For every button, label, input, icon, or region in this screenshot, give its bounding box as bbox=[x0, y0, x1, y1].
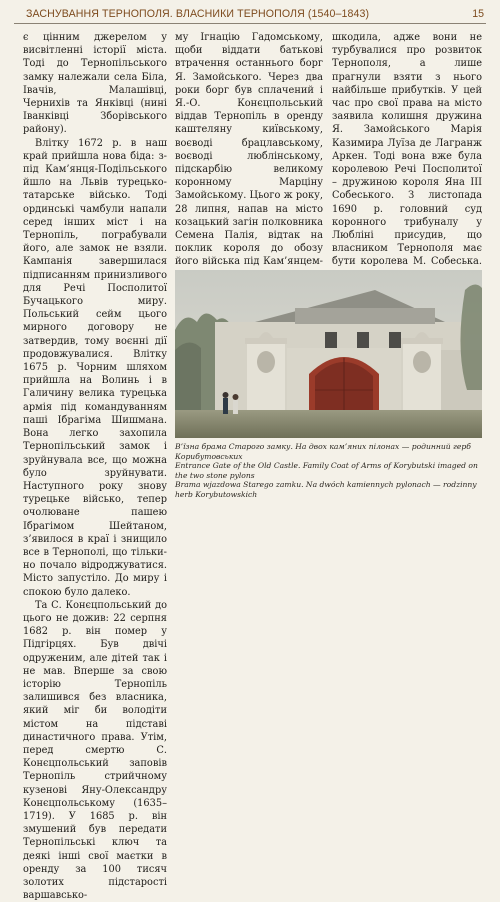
text-column-1 bbox=[23, 31, 167, 902]
paragraph: шкодила, адже вони не турбувалися про розвиток Тернополя, а лише прагнули взяти з нього найбільше прибутків. У цей час про свої права на місто заявила колишня дружина Я. Замойського Марія Казимира Луїза де Лагранж Аркен. Тоді вона вже була королевою Речі Посполитої – дружиною короля Яна III Собеського. З листопада 1690 р. головний суд коронного трибуналу у Любліні присудив, що власником Тернополя має бути королева М. Собеська. bbox=[332, 32, 482, 268]
paragraph: Влітку 1672 р. в наш край прийшла нова біда: з-під Кам’янця-Подільського йшло на Львів турецько-татарське військо. Тоді ординські чамбули напали серед інших міст і на Тернопіль, пограбували його, але замок не взяли. Кампанія завершилася підписанням принизливого для Речі Посполитої Бучацького миру. Польський сейм цього мирного договору не затвердив, тому воєнні дії продовжувалися. Влітку 1675 р. Чорним шляхом прийшла на Волинь і в Галичину велика турецька армія під командуванням паші Ібрагіма Шишмана. Вона легко захопила Тернопільський замок і зруйнувала все, що можна було зруйнувати. Наступного року знову турецьке військо, тепер очолюване пашею Ібрагімом Шейтаном, з’явилося в краї і знищило все в Тернополі, що тільки-но почало відроджуватися. Місто запустіло. До миру і спокою було далеко. bbox=[23, 137, 167, 598]
header-title: ЗАСНУВАННЯ ТЕРНОПОЛЯ. ВЛАСНИКИ ТЕРНОПОЛЯ (1540–1843) bbox=[26, 8, 370, 20]
castle-gate-photo bbox=[175, 270, 482, 438]
caption-polish: Brama wjazdowa Starego zamku. Na dwóch kamiennych pylonach — rodzinny herb Korybutowskich bbox=[175, 480, 477, 499]
page-number: 15 bbox=[472, 8, 484, 20]
photo-caption bbox=[175, 442, 482, 500]
paragraph: Та С. Конєцпольський до цього не дожив: 22 серпня 1682 р. він помер у Підгірцях. Був двічі одруженим, але дітей так і не мав. Вперше за свою історію Тернопіль залишився без власника, який міг би володіти містом на підставі династичного права. Утім, перед смертю С. Конєцпольський заповів Тернопіль стрийчному кузенові Яну-Олександру Конєцпольському (1635–1719). У 1685 р. він змушений був передати Тернопільські ключ та деякі інші свої маєтки в оренду за 100 тисяч золотих підстарості варшавсько- bbox=[23, 599, 167, 902]
paragraph: му Ігнацію Гадомському, щоби віддати батькові втрачення останнього борг Я. Замойського. Через два роки борг був сплачений і Я.-О. Конєцпольський віддав Тернопіль в оренду каштеляну київському, воєводі брацлавському, воєводі люблінському, підскарбію великому коронному Марціну Замойському. Цього ж року, 28 липня, напав на місто козацький загін полковника Семена Палія, відтак на поклик короля до обозу його війська під Кам’янцем- bbox=[175, 32, 323, 268]
caption-ukrainian: В’їзна брама Старого замку. На двох кам’яних пілонах — родинний герб Корибутовських bbox=[175, 442, 471, 461]
caption-english: Entrance Gate of the Old Castle. Family Coat of Arms of Korybutski imaged on the two stone pylons bbox=[175, 461, 478, 480]
text-column-2 bbox=[175, 31, 323, 267]
text-column-3 bbox=[332, 31, 482, 267]
running-header bbox=[14, 5, 486, 24]
paragraph: є цінним джерелом у висвітленні історії міста. Тоді до Тернопільського замку належали села Біла, Івачів, Малашівці, Чернихів та Янківці (нині Іванківці Зборівського району). bbox=[23, 32, 167, 136]
